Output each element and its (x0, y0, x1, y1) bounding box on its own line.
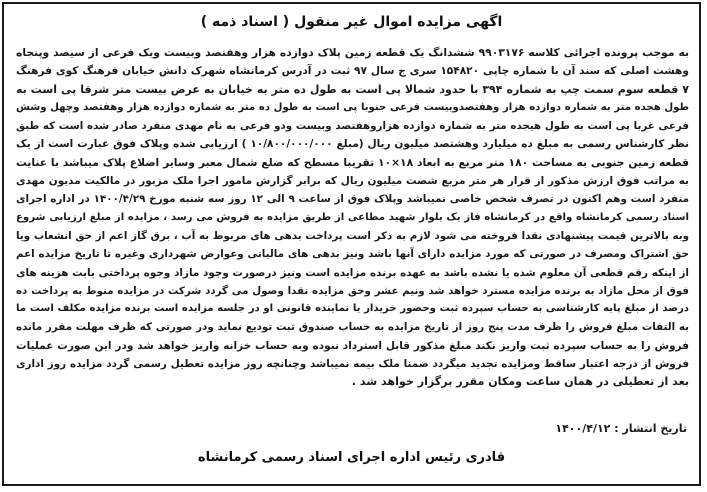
notice-line: به مراتب فوق ارزش مذکور از قرار هر متر مربع شصت میلیون ریال که برابر گزارش مامور اجرا ملک مزبور در مالکیت مدیون مهدی (16, 175, 689, 188)
signature-line: قادری رئیس اداره اجرای اسناد رسمی کرمانشاه (197, 450, 506, 465)
notice-line: فروش را به حساب سپرده ثبت واریز نکند مبلغ مذکور قابل استرداد نبوده وبه حساب خزانه واریز خواهد شد ودر این صورت عملیات (16, 339, 689, 352)
notice-line: اسناد رسمی کرمانشاه واقع در کرمانشاه فاز یک بلوار شهید مطاعی از طریق مزایده به فروش می رسد ، مزایده از مبلغ ارزیابی شروع (16, 211, 689, 223)
notice-line: بعد از تعطیلی در همان ساعت ومکان مقرر برگزار خواهد شد . (351, 375, 689, 389)
notice-line: فرعی غربا پی است به طول هیجده متر به شماره دوازده هزاروهفتصد وبیست ودو فرعی به نام مهدی منفرد صادر شده است که طبق (16, 120, 689, 133)
notice-frame (2, 2, 701, 486)
notice-line: طول هجده متر به شماره دوازده هزار وهفتصدوبیست فرعی جنوبا پی است به طول ده متر به شماره دوازده هزار وهفتصد وچهل وشش (16, 101, 689, 113)
notice-line: درصد از مبلغ پایه کارشناسی به حساب سپرده ثبت وحضور خریدار یا نماینده قانونی او در جلسه مزایده است برنده مزایده مکلف است ما (16, 303, 689, 315)
publish-date: تاریخ انتشار : ۱۴۰۰/۴/۱۲ (555, 422, 687, 435)
notice-line: وبه بالاترین قیمت پیشنهادی نقدا فروخته می شود لازم به ذکر است پرداخت بدهی های مربوط به آب ، برق گاز اعم از حق انشعاب ویا (16, 229, 689, 242)
notice-line: نظر کارشناس رسمی به مبلغ ده میلیارد وهشتصد میلیون ریال (مبلغ ۱۰/۸۰۰/۰۰۰/۰۰۰ ) ارزیابی شده وپلاک فوق عبارت است از یک (16, 138, 689, 151)
notice-line: از اینکه رقم قطعی آن معلوم شده یا نشده باشد به عهده برنده مزایده است ونیز درصورت وجود مازاد وجوه پرداختی بابت هزینه های (16, 266, 689, 279)
notice-line: ۷ قطعه سوم سمت چپ به شماره ۳۹۴ با حدود شمالا پی است به طول ده متر به خیابان به عرض بیست متر شرقا پی است به (16, 82, 689, 96)
notice-line: حق اشتراک ومصرف در صورتی که مورد مزایده دارای آنها باشد ونیز بدهی های مالیاتی وعوارض شهرداری وغیره تا تاریخ مزایده اعم (16, 248, 689, 261)
notice-body (16, 44, 689, 392)
notice-line: به التفات مبلغ فروش را ظرف مدت پنج روز از تاریخ مزایده به حساب صندوق ثبت تودیع نماید ودر صورتی که ظرف مهلت مقرر مانده (16, 321, 689, 334)
notice-line: فروش از درجه اعتبار ساقط ومزایده تجدید میگردد ضمنا ملک بیمه نمیباشد وچنانچه روز مزایده تعطیل رسمی گردد مزایده روز اداری (16, 358, 689, 371)
notice-line: فوق از محل مازاد به برنده مزایده مسترد خواهد شد ونیم عشر وحق مزایده نقدا وصول می گردد شرکت در مزایده منوط به پرداخت ده (16, 284, 689, 297)
notice-line: وهشت اصلی که سند آن با شماره چاپی ۱۵۴۸۲۰ سری ج سال ۹۷ ثبت در آدرس کرمانشاه شهرک دانش خیابان فرهنگ کوی فرهنگ (16, 65, 689, 78)
notice-line: قطعه زمین جنوبی به مساحت ۱۸۰ متر مربع به ابعاد ۱۸×۱۰ تقریبا مسطح که ضلع شمال معبر وسایر اضلاع پلاک میباشد با عنایت (16, 155, 690, 169)
notice-title: اگهی مزایده اموال غیر منقول ( اسناد ذمه ) (200, 14, 503, 30)
notice-line: منفرد است وهم اکنون در تصرف شخص خاصی نمیباشد وپلاک فوق از ساعت ۹ الی ۱۲ روز سه شنبه مورخ ۱۴۰۰/۴/۲۹ در اداره اجرای (16, 193, 690, 206)
notice-line: به موجب پرونده اجرائی کلاسه ۹۹۰۳۱۷۶ ششدانگ یک قطعه زمین پلاک دوازده هزار وهفتصد وبیست ویک فرعی از سیصد وپنجاه (16, 46, 689, 59)
